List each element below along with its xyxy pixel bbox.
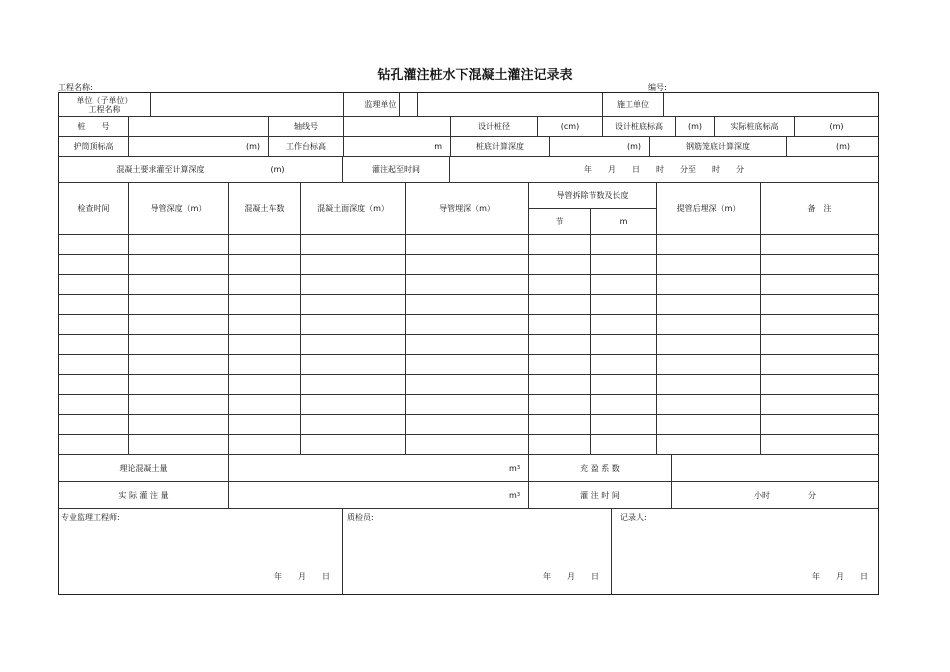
cage-bottom-depth-unit: (m) xyxy=(787,137,878,157)
table-cell[interactable] xyxy=(529,435,591,455)
actual-bottom-elevation-unit: (m) xyxy=(795,117,878,137)
theory-concrete-qty-field[interactable]: m 3 xyxy=(229,455,529,482)
table-cell[interactable] xyxy=(301,295,406,315)
unit-project-name-label xyxy=(59,93,151,117)
fill-coefficient-label: 充 盈 系 数 xyxy=(529,455,672,482)
table-cell[interactable] xyxy=(129,315,229,335)
pour-time-label: 灌注起至时间 xyxy=(343,157,450,183)
casing-top-elevation-label: 护筒顶标高 xyxy=(59,137,129,157)
concrete-required-depth-unit: (m) xyxy=(270,165,285,174)
table-cell[interactable] xyxy=(761,355,878,375)
construction-unit-field[interactable] xyxy=(664,93,878,117)
table-cell[interactable] xyxy=(529,235,591,255)
table-cell[interactable] xyxy=(761,315,878,335)
table-cell[interactable] xyxy=(657,335,761,355)
col-truck-count: 混凝土车数 xyxy=(229,183,301,235)
table-cell[interactable] xyxy=(229,375,301,395)
table-cell[interactable] xyxy=(761,235,878,255)
table-cell[interactable] xyxy=(406,235,529,255)
table-cell[interactable] xyxy=(129,435,229,455)
pour-duration-hours: 小时 xyxy=(754,490,770,500)
actual-pour-qty-label: 实 际 灌 注 量 xyxy=(59,482,229,509)
col-pipe-removed: 导管拆除节数及长度 xyxy=(529,183,657,209)
table-cell[interactable] xyxy=(59,415,129,435)
table-cell[interactable] xyxy=(591,335,657,355)
table-cell[interactable] xyxy=(761,395,878,415)
platform-elevation-label: 工作台标高 xyxy=(269,137,344,157)
table-cell[interactable] xyxy=(406,295,529,315)
unit-label-line2: 工程名称 xyxy=(88,104,121,114)
table-cell[interactable] xyxy=(657,435,761,455)
table-cell[interactable] xyxy=(657,275,761,295)
col-pipe-removed-sections: 节 xyxy=(529,209,591,235)
table-cell[interactable] xyxy=(529,315,591,335)
table-cell[interactable] xyxy=(657,295,761,315)
table-cell[interactable] xyxy=(129,235,229,255)
actual-qty-unit: m xyxy=(509,490,517,500)
table-cell[interactable] xyxy=(59,275,129,295)
table-cell[interactable] xyxy=(301,375,406,395)
table-cell[interactable] xyxy=(59,255,129,275)
construction-unit-label: 施工单位 xyxy=(603,93,664,117)
casing-top-elevation-unit: (m) xyxy=(129,137,269,157)
design-bottom-elevation-label: 设计桩底标高 xyxy=(603,117,676,137)
pile-number-field[interactable] xyxy=(129,117,269,137)
design-diameter-label: 设计桩径 xyxy=(451,117,538,137)
table-cell[interactable] xyxy=(591,275,657,295)
table-cell[interactable] xyxy=(529,415,591,435)
table-cell[interactable] xyxy=(59,315,129,335)
concrete-required-depth-text: 混凝土要求灌至计算深度 xyxy=(116,165,205,174)
table-cell[interactable] xyxy=(59,235,129,255)
table-cell[interactable] xyxy=(229,435,301,455)
serial-number-label: 编号: xyxy=(648,83,667,92)
table-cell[interactable] xyxy=(591,295,657,315)
table-cell[interactable] xyxy=(406,355,529,375)
record-form-table xyxy=(58,92,879,595)
table-cell[interactable] xyxy=(406,315,529,335)
table-cell[interactable] xyxy=(529,255,591,275)
recorder-label: 记录人: xyxy=(620,513,647,522)
table-cell[interactable] xyxy=(591,255,657,275)
table-cell[interactable] xyxy=(591,355,657,375)
table-cell[interactable] xyxy=(229,355,301,375)
table-cell[interactable] xyxy=(591,375,657,395)
table-cell[interactable] xyxy=(229,415,301,435)
pour-duration-label: 灌 注 时 间 xyxy=(529,482,672,509)
recorder-sign-date: 年 月 日 xyxy=(812,572,868,581)
col-pipe-depth: 导管深度（m） xyxy=(129,183,229,235)
table-cell[interactable] xyxy=(761,335,878,355)
col-pipe-buried-depth: 导管埋深（m） xyxy=(406,183,529,235)
col-after-lift-buried: 提管后埋深（m） xyxy=(657,183,761,235)
table-cell[interactable] xyxy=(301,255,406,275)
table-cell[interactable] xyxy=(657,415,761,435)
table-cell[interactable] xyxy=(129,355,229,375)
table-cell[interactable] xyxy=(529,395,591,415)
table-cell[interactable] xyxy=(129,275,229,295)
table-cell[interactable] xyxy=(129,255,229,275)
table-cell[interactable] xyxy=(229,275,301,295)
supervisor-sign-date: 年 月 日 xyxy=(274,572,330,581)
fill-coefficient-field[interactable] xyxy=(672,455,878,482)
table-cell[interactable] xyxy=(761,435,878,455)
design-diameter-unit: (cm) xyxy=(538,117,603,137)
bottom-calc-depth-unit: (m) xyxy=(550,137,650,157)
table-cell[interactable] xyxy=(406,395,529,415)
table-cell[interactable] xyxy=(591,235,657,255)
table-cell[interactable] xyxy=(657,235,761,255)
table-cell[interactable] xyxy=(59,435,129,455)
unit-label-line1: 单位（子单位） xyxy=(76,95,133,105)
table-cell[interactable] xyxy=(301,395,406,415)
table-cell[interactable] xyxy=(591,315,657,335)
axis-number-field[interactable] xyxy=(344,117,451,137)
table-cell[interactable] xyxy=(129,415,229,435)
table-cell[interactable] xyxy=(657,255,761,275)
table-cell[interactable] xyxy=(59,295,129,315)
table-cell[interactable] xyxy=(406,375,529,395)
concrete-required-depth-label xyxy=(59,157,343,183)
table-cell[interactable] xyxy=(129,375,229,395)
table-cell[interactable] xyxy=(229,395,301,415)
axis-number-label: 轴线号 xyxy=(269,117,344,137)
table-cell[interactable] xyxy=(229,235,301,255)
design-bottom-elevation-unit: (m) xyxy=(676,117,715,137)
pour-duration-minutes: 分 xyxy=(808,490,816,500)
table-cell[interactable] xyxy=(406,255,529,275)
table-cell[interactable] xyxy=(529,355,591,375)
actual-bottom-elevation-label: 实际桩底标高 xyxy=(715,117,795,137)
table-cell[interactable] xyxy=(301,415,406,435)
table-cell[interactable] xyxy=(406,335,529,355)
table-cell[interactable] xyxy=(529,275,591,295)
table-cell[interactable] xyxy=(59,335,129,355)
col-surface-depth: 混凝土面深度（m） xyxy=(301,183,406,235)
table-cell[interactable] xyxy=(761,415,878,435)
table-cell[interactable] xyxy=(761,275,878,295)
table-cell[interactable] xyxy=(406,435,529,455)
table-cell[interactable] xyxy=(229,335,301,355)
cage-bottom-depth-label: 钢筋笼底计算深度 xyxy=(650,137,787,157)
table-cell[interactable] xyxy=(229,295,301,315)
table-cell[interactable] xyxy=(657,315,761,335)
pour-time-value: 年 月 日 时 分至 时 分 xyxy=(450,157,878,183)
table-cell[interactable] xyxy=(591,395,657,415)
table-cell[interactable] xyxy=(591,435,657,455)
table-cell[interactable] xyxy=(657,375,761,395)
table-cell[interactable] xyxy=(657,355,761,375)
supervisor-unit-label: 监理单位 xyxy=(343,93,418,117)
table-cell[interactable] xyxy=(529,335,591,355)
table-cell[interactable] xyxy=(301,435,406,455)
supervisor-unit-field[interactable] xyxy=(418,93,603,117)
project-name-label: 工程名称: xyxy=(58,83,93,92)
pour-duration-field[interactable] xyxy=(672,482,878,509)
platform-elevation-unit: m xyxy=(344,137,451,157)
table-cell[interactable] xyxy=(129,335,229,355)
table-cell[interactable] xyxy=(406,275,529,295)
table-cell[interactable] xyxy=(59,355,129,375)
col-remarks: 备 注 xyxy=(761,183,878,235)
table-cell[interactable] xyxy=(591,415,657,435)
table-cell[interactable] xyxy=(129,395,229,415)
table-cell[interactable] xyxy=(301,335,406,355)
actual-pour-qty-field[interactable]: m 3 xyxy=(229,482,529,509)
table-cell[interactable] xyxy=(59,395,129,415)
inspector-sign-date: 年 月 日 xyxy=(543,572,599,581)
theory-qty-unit: m xyxy=(509,463,517,473)
table-cell[interactable] xyxy=(406,415,529,435)
table-cell[interactable] xyxy=(657,395,761,415)
table-cell[interactable] xyxy=(301,275,406,295)
table-cell[interactable] xyxy=(229,315,301,335)
table-cell[interactable] xyxy=(301,315,406,335)
table-cell[interactable] xyxy=(59,375,129,395)
theory-concrete-qty-label: 理论混凝土量 xyxy=(59,455,229,482)
table-cell[interactable] xyxy=(529,295,591,315)
table-cell[interactable] xyxy=(229,255,301,275)
inspector-label: 质检员: xyxy=(347,513,374,522)
pile-number-label: 桩 号 xyxy=(59,117,129,137)
col-pipe-removed-length: m xyxy=(591,209,657,235)
bottom-calc-depth-label: 桩底计算深度 xyxy=(451,137,550,157)
form-title: 钻孔灌注桩水下混凝土灌注记录表 xyxy=(377,68,573,83)
col-check-time: 检查时间 xyxy=(59,183,129,235)
table-cell[interactable] xyxy=(761,255,878,275)
table-cell[interactable] xyxy=(761,375,878,395)
supervisor-engineer-label: 专业监理工程师: xyxy=(61,513,120,522)
table-cell[interactable] xyxy=(129,295,229,315)
table-cell[interactable] xyxy=(529,375,591,395)
table-cell[interactable] xyxy=(301,235,406,255)
table-cell[interactable] xyxy=(301,355,406,375)
table-cell[interactable] xyxy=(761,295,878,315)
